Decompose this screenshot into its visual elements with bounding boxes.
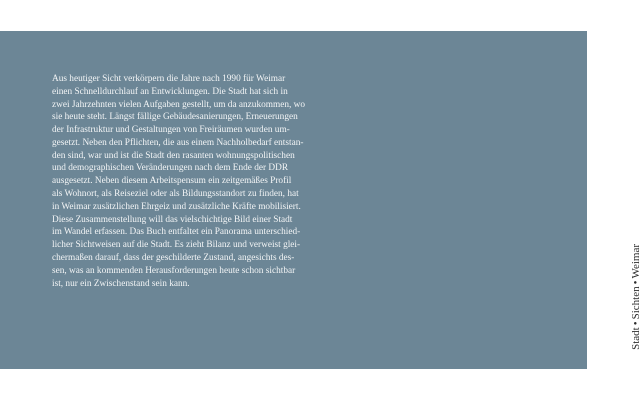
blurb-line: chermaßen darauf, dass der geschilderte Zustand, angesichts des-	[52, 252, 295, 263]
spine-title-word: Stadt	[630, 327, 642, 350]
blurb-line: und demographischen Veränderungen nach dem Ende der DDR	[52, 163, 289, 174]
spine-title-word: Weimar	[630, 244, 642, 279]
spine-title	[630, 244, 642, 350]
spine-separator: •	[630, 321, 642, 326]
blurb-line: im Wandel erfassen. Das Buch entfaltet ein Panorama unterschied-	[52, 227, 301, 238]
blurb-line: licher Sichtweisen auf die Stadt. Es zieht Bilanz und verweist glei-	[52, 240, 301, 251]
blurb-line: in Weimar zusätzlichen Ehrgeiz und zusätzliche Kräfte mobilisiert.	[52, 201, 301, 212]
blurb-line: zwei Jahrzehnten vielen Aufgaben gestellt, um da anzukommen, wo	[52, 99, 305, 110]
spine-separator: •	[630, 280, 642, 285]
blurb-line: Diese Zusammenstellung will das vielschichtige Bild einer Stadt	[52, 214, 293, 225]
blurb-line: sen, was an kommenden Herausforderungen heute schon sichtbar	[52, 265, 296, 276]
blurb-line: sie heute steht. Längst fällige Gebäudesanierungen, Erneuerungen	[52, 112, 298, 123]
back-cover-blurb	[52, 73, 372, 290]
blurb-line: ist, nur ein Zwischenstand sein kann.	[52, 278, 190, 289]
blurb-line: einen Schnelldurchlauf an Entwicklungen. Die Stadt hat sich in	[52, 86, 288, 97]
blurb-line: als Wohnort, als Reiseziel oder als Bildungsstandort zu finden, hat	[52, 189, 299, 200]
spine-title-word: Sichten	[630, 286, 642, 320]
blurb-line: der Infrastruktur und Gestaltungen von Freiräumen wurden um-	[52, 125, 290, 136]
blurb-line: Aus heutiger Sicht verkörpern die Jahre nach 1990 für Weimar	[52, 74, 286, 84]
blurb-line: den sind, war und ist die Stadt den rasanten wohnungspolitischen	[52, 150, 295, 161]
blurb-line: gesetzt. Neben den Pflichten, die aus einem Nachholbedarf entstan-	[52, 137, 304, 148]
blurb-line: ausgesetzt. Neben diesem Arbeitspensum ein zeitgemäßes Profil	[52, 176, 292, 187]
